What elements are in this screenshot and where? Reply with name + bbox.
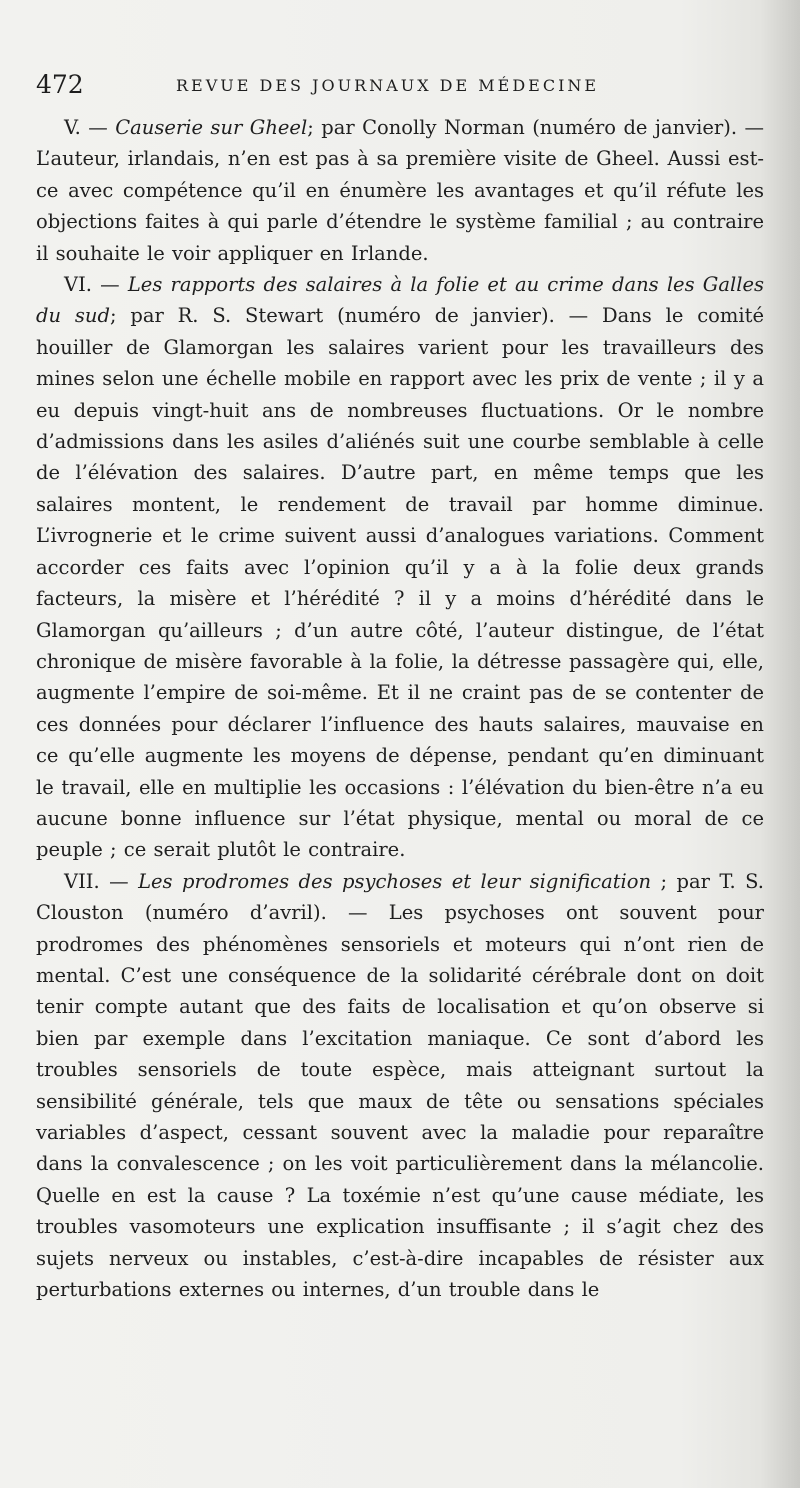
paragraph-vii — [36, 866, 764, 1306]
separator: — — [80, 116, 116, 139]
separator: ; — [651, 869, 677, 893]
separator: ; — [109, 304, 131, 328]
paragraph-text: par R. S. Stewart (numéro de janvier). — Dans le comité houiller de Glamorgan les salaires varient pour les travailleurs des mines selon une échelle mobile en rapport avec les prix de vente ; il y a eu depuis vingt-huit ans de nombreuses fluctuations. Or le nombre d’admissions dans les asiles d’aliénés suit une courbe semblable à celle de l’élévation des salaires. D’autre part, en même temps que les salaires montent, le rendement de travail par homme diminue. L’ivrognerie et le crime suivent aussi d’analogues variations. Comment accorder ces faits avec l’opinion qu’il y a à la folie deux grands facteurs, la misère et l’hérédité ? il y a moins d’hérédité dans le Glamorgan qu’ailleurs ; d’un autre côté, l’auteur distingue, de l’état chronique de misère favorable à la folie, la détresse passagère qui, elle, augmente l’empire de soi-même. Et il ne craint pas de se contenter de ces données pour déclarer l’influence des hauts salaires, mauvaise en ce qu’elle augmente les moyens de dépense, pendant qu’en diminuant le travail, elle en multiplie les occasions : l’élévation du bien-être n’a eu aucune bonne influence sur l’état physique, mental ou moral de ce peuple ; ce serait plutôt le contraire. — [36, 304, 764, 862]
section-number: VI. — [64, 273, 92, 297]
section-number: V. — [64, 116, 81, 139]
paragraph-vi — [36, 269, 764, 866]
article-title: Causerie sur Gheel — [115, 116, 308, 139]
body-text — [36, 112, 764, 1305]
separator: — — [99, 869, 139, 893]
article-title: Les rapports des salaires à la folie et au crime dans les Galles du sud — [36, 273, 764, 328]
paragraph-text: par T. S. Clouston (numéro d’avril). — Les psychoses ont souvent pour prodromes des phénomènes sensoriels et moteurs qui n’ont rien de mental. C’est une conséquence de la solidarité cérébrale dont on doit tenir compte autant que des faits de localisation et qu’on observe si bien par exemple dans l’excitation maniaque. Ce sont d’abord les troubles sensoriels de toute espèce, mais atteignant surtout la sensibilité générale, tels que maux de tête ou sensations spéciales variables d’aspect, cessant souvent avec la maladie pour reparaître dans la convalescence ; on les voit particulièrement dans la mélancolie. Quelle en est la cause ? La toxémie n’est qu’une cause médiate, les troubles vasomoteurs une explication insuffisante ; il s’agit chez des sujets nerveux ou instables, c’est-à-dire incapables de résister aux perturbations externes ou internes, d’un trouble dans le — [36, 869, 765, 1302]
separator: ; — [307, 116, 322, 139]
separator: — — [91, 273, 128, 297]
page-header — [36, 70, 756, 100]
article-title: Les prodromes des psychoses et leur signification — [138, 869, 652, 893]
paragraph-v — [36, 112, 764, 269]
running-head: REVUE DES JOURNAUX DE MÉDECINE — [176, 76, 600, 95]
paragraph-text: par Conolly Norman (numéro de janvier). — L’auteur, irlandais, n’en est pas à sa première visite de Gheel. Aussi est-ce avec compétence qu’il en énumère les avantages et qu’il réfute les objections faites à qui parle d’étendre le système familial ; au contraire il souhaite le voir appliquer en Irlande. — [36, 116, 764, 265]
page-number: 472 — [36, 70, 84, 99]
section-number: VII. — [64, 869, 100, 893]
